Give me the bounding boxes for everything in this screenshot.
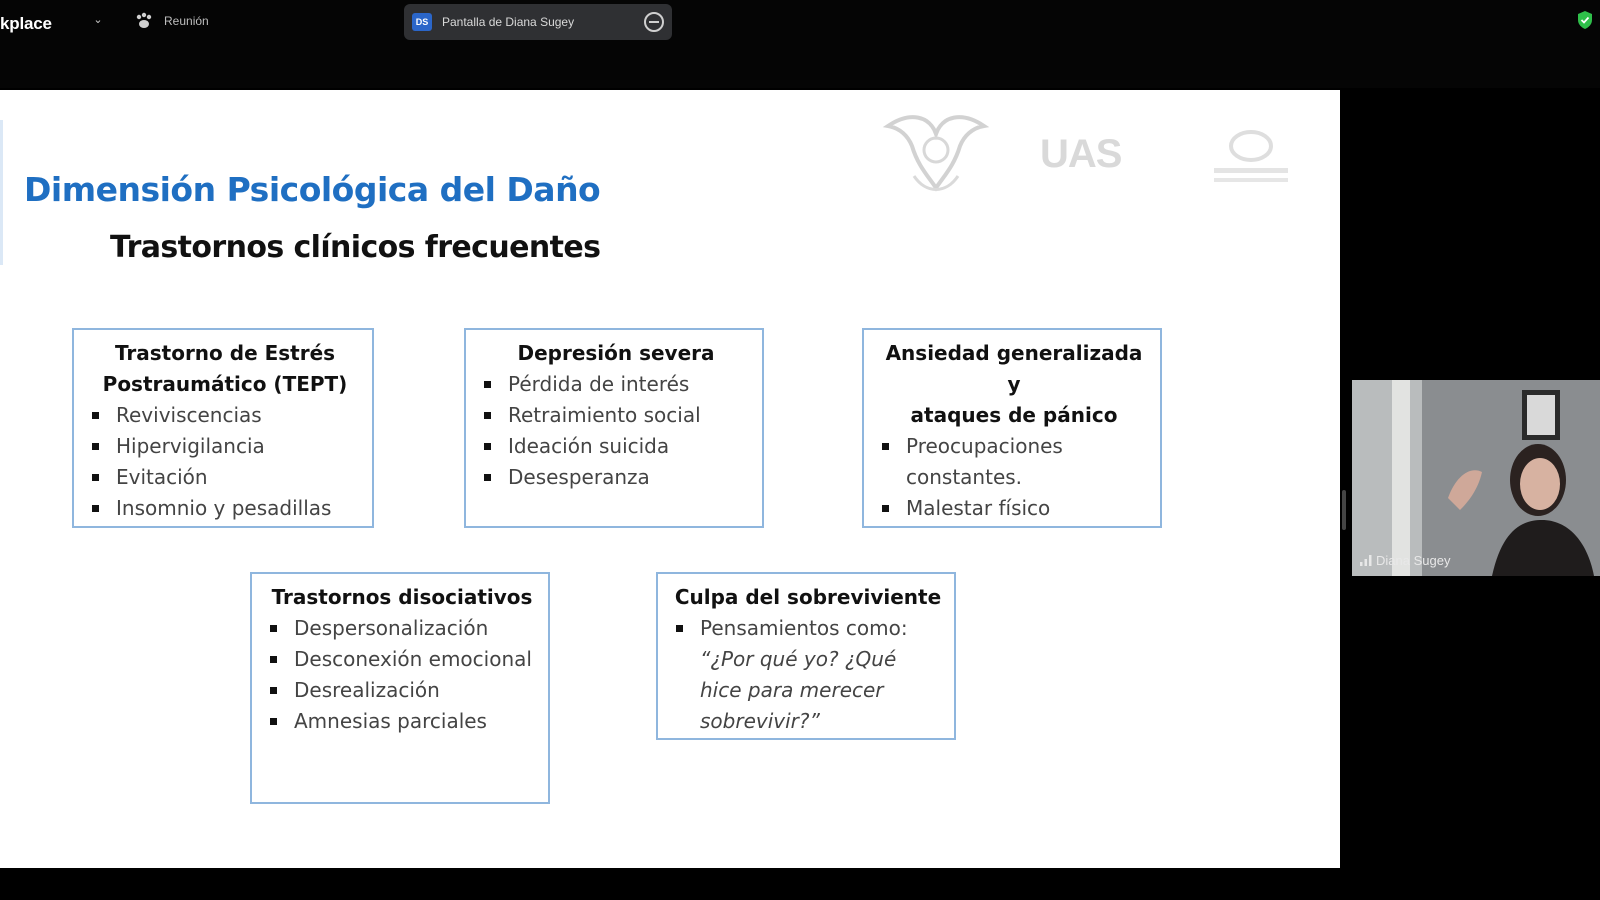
card-title-line: Depresión severa xyxy=(517,341,715,365)
list-item: Amnesias parciales xyxy=(266,706,538,737)
card-title xyxy=(878,338,1150,431)
sharer-badge: DS xyxy=(412,13,432,31)
slide-accent-bar xyxy=(0,120,3,265)
quote-text: “¿Por qué yo? ¿Qué hice para merecer sobrevivir?” xyxy=(700,647,897,733)
list-item: Hipervigilancia xyxy=(88,431,362,462)
card-title-line: Postraumático (TEPT) xyxy=(102,372,348,396)
list-item: Pérdida de interés xyxy=(480,369,752,400)
participant-name-label xyxy=(1360,553,1450,568)
card-title xyxy=(672,582,944,613)
list-item: Desesperanza xyxy=(480,462,752,493)
symptom-list xyxy=(480,369,752,493)
card-title-line: Trastorno de Estrés xyxy=(114,341,336,365)
minus-circle-icon[interactable] xyxy=(644,12,664,32)
slide-title: Dimensión Psicológica del Daño xyxy=(24,170,601,209)
list-item: Insomnio y pesadillas xyxy=(88,493,362,524)
list-item: Desconexión emocional xyxy=(266,644,538,675)
card-title-line: Trastornos disociativos xyxy=(271,585,533,609)
uas-logo: UAS xyxy=(1040,132,1122,176)
eagle-seal-icon xyxy=(880,106,992,198)
symptom-list xyxy=(672,613,944,737)
card-title-line: ataques de pánico xyxy=(910,403,1118,427)
list-item: Retraimiento social xyxy=(480,400,752,431)
list-item-text: Pensamientos como: xyxy=(700,616,908,640)
card-depresion xyxy=(464,328,764,528)
card-title xyxy=(266,582,538,613)
list-item xyxy=(672,613,944,737)
participant-video-tile[interactable] xyxy=(1352,380,1600,576)
meeting-top-bar xyxy=(0,0,1600,88)
list-item: Desrealización xyxy=(266,675,538,706)
symptom-list xyxy=(266,613,538,737)
chevron-down-icon[interactable]: ⌄ xyxy=(93,14,103,26)
paw-icon xyxy=(134,11,154,31)
list-item: Evitación xyxy=(88,462,362,493)
symptom-list xyxy=(878,431,1150,524)
list-item: Ideación suicida xyxy=(480,431,752,462)
card-title xyxy=(480,338,752,369)
shield-check-icon[interactable] xyxy=(1576,10,1594,30)
symptom-list xyxy=(88,400,362,524)
shared-slide xyxy=(0,90,1340,868)
card-title xyxy=(88,338,362,400)
screen-share-indicator[interactable] xyxy=(404,4,672,40)
list-item: Malestar físico xyxy=(878,493,1150,524)
panel-resize-handle[interactable] xyxy=(1342,490,1346,530)
slide-subtitle: Trastornos clínicos frecuentes xyxy=(110,230,601,265)
list-item: Preocupaciones constantes. xyxy=(878,431,1150,493)
card-ansiedad xyxy=(862,328,1162,528)
screen-share-label: Pantalla de Diana Sugey xyxy=(442,15,575,29)
card-disociativos xyxy=(250,572,550,804)
participant-video-feed xyxy=(1352,380,1600,576)
app-name[interactable]: kplace xyxy=(0,14,52,33)
card-culpa xyxy=(656,572,956,740)
meeting-info[interactable] xyxy=(134,10,209,32)
institution-logos xyxy=(880,106,1320,206)
card-title-line: Culpa del sobreviviente xyxy=(674,585,942,609)
meeting-label: Reunión xyxy=(164,14,209,28)
participant-name: Diana Sugey xyxy=(1376,553,1451,568)
card-title-line: Ansiedad generalizada y xyxy=(885,341,1143,396)
list-item: Reviviscencias xyxy=(88,400,362,431)
signal-bars-icon xyxy=(1360,555,1372,566)
university-seal-icon xyxy=(1206,128,1296,188)
card-tept xyxy=(72,328,374,528)
list-item: Despersonalización xyxy=(266,613,538,644)
